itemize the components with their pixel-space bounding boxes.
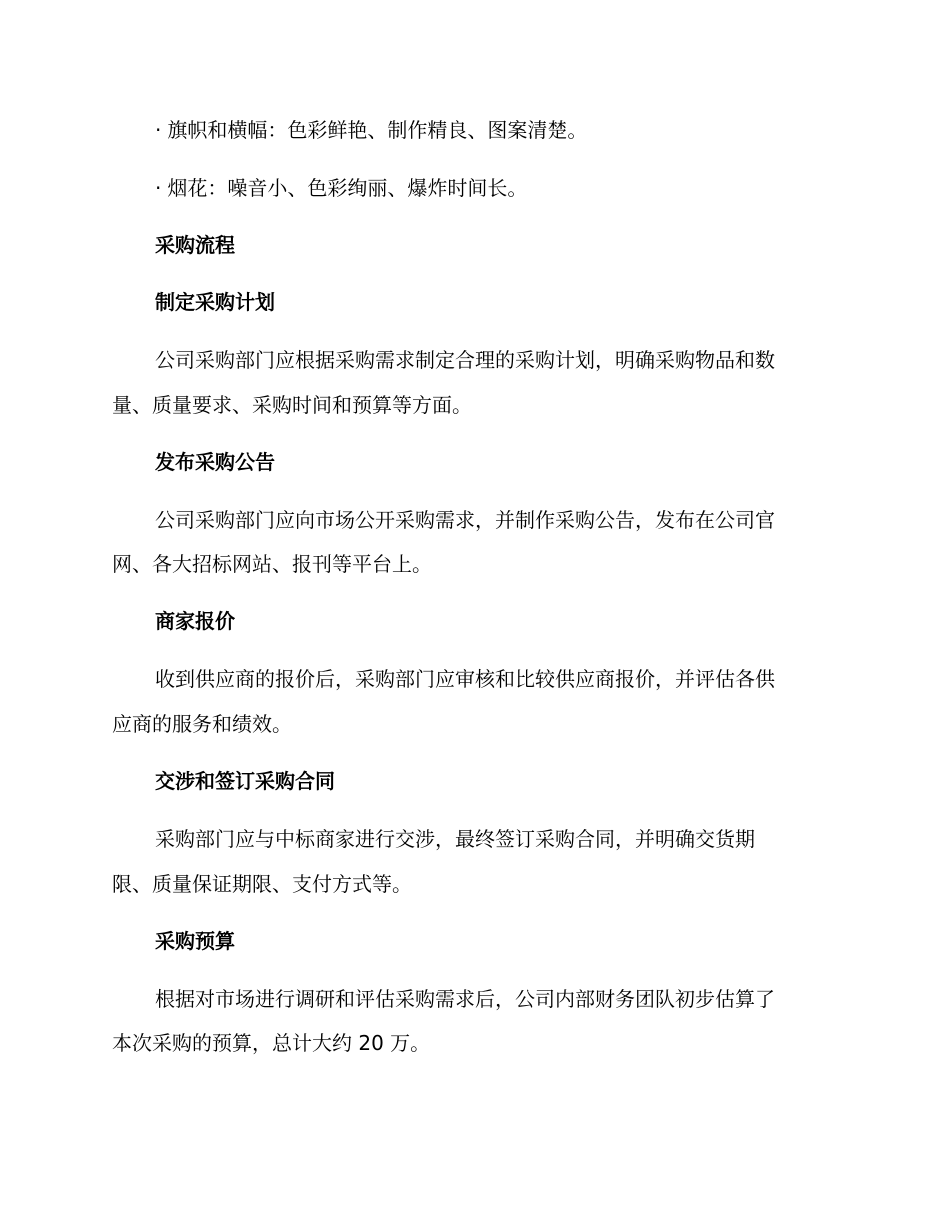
step-heading: 制定采购计划: [155, 290, 275, 314]
bullet-dot: ·: [155, 118, 162, 142]
bullet-item: [155, 174, 527, 202]
bullet-text: 旗帜和横幅：色彩鲜艳、制作精良、图案清楚。: [167, 118, 588, 142]
paragraph-line: 应商的服务和绩效。: [112, 712, 292, 736]
step-heading: 发布采购公告: [155, 450, 275, 474]
paragraph-line: 根据对市场进行调研和评估采购需求后，公司内部财务团队初步估算了: [155, 987, 775, 1011]
budget-heading: 采购预算: [155, 929, 235, 953]
paragraph-line: 限、质量保证期限、支付方式等。: [112, 872, 412, 896]
paragraph-line: 公司采购部门应根据采购需求制定合理的采购计划，明确采购物品和数: [155, 348, 775, 372]
step-heading: 交涉和签订采购合同: [155, 769, 335, 793]
paragraph-line: 公司采购部门应向市场公开采购需求，并制作采购公告，发布在公司官: [155, 508, 775, 532]
paragraph-line: 收到供应商的报价后，采购部门应审核和比较供应商报价，并评估各供: [155, 667, 775, 691]
step-heading: 商家报价: [155, 609, 235, 633]
paragraph-line: 本次采购的预算，总计大约 20 万。: [112, 1031, 431, 1055]
bullet-text: 烟花：噪音小、色彩绚丽、爆炸时间长。: [167, 176, 528, 200]
bullet-item: [155, 116, 587, 144]
section-heading: 采购流程: [155, 233, 235, 257]
paragraph-line: 采购部门应与中标商家进行交涉，最终签订采购合同，并明确交货期: [155, 827, 755, 851]
paragraph-line: 网、各大招标网站、报刊等平台上。: [112, 552, 432, 576]
paragraph-line: 量、质量要求、采购时间和预算等方面。: [112, 393, 472, 417]
bullet-dot: ·: [155, 176, 162, 200]
